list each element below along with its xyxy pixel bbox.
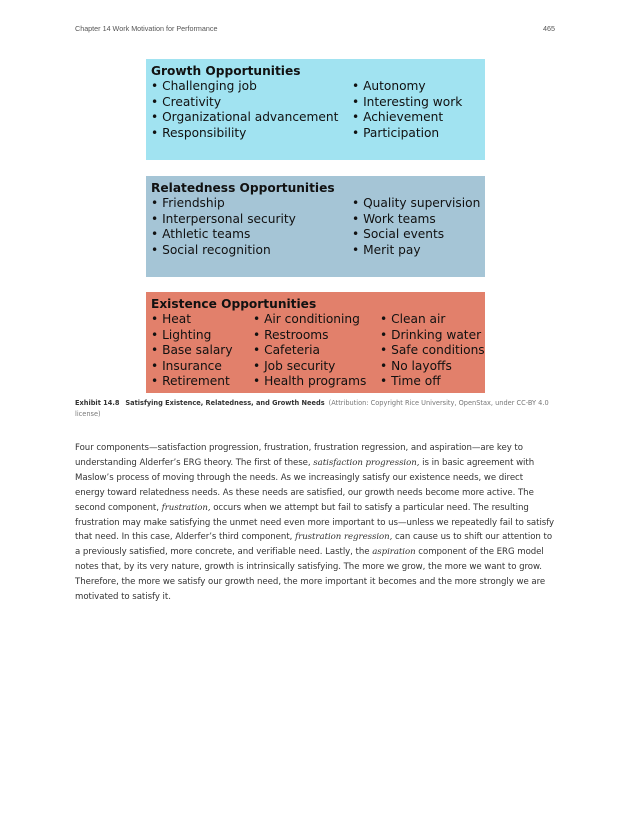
relatedness-box-title: Relatedness Opportunities (151, 181, 335, 195)
list-item: • Retirement (151, 374, 233, 390)
list-item: • Lighting (151, 328, 233, 344)
list-item: • Athletic teams (151, 227, 296, 243)
growth-opportunities-box (146, 59, 485, 160)
list-item: • Job security (253, 359, 366, 375)
existence-list-middle (253, 312, 366, 390)
list-item: • No layoffs (380, 359, 485, 375)
relatedness-list-left (151, 196, 296, 258)
existence-list-left (151, 312, 233, 390)
term-aspiration: aspiration (372, 547, 416, 558)
page-number: 465 (543, 24, 555, 33)
list-item: • Interpersonal security (151, 212, 296, 228)
term-frustration: frustration, (161, 502, 211, 513)
list-item: • Work teams (352, 212, 480, 228)
list-item: • Participation (352, 126, 462, 142)
list-item: • Insurance (151, 359, 233, 375)
erg-theory-paragraph (75, 441, 555, 605)
existence-box-title: Existence Opportunities (151, 297, 317, 311)
list-item: • Merit pay (352, 243, 480, 259)
list-item: • Health programs (253, 374, 366, 390)
list-item: • Achievement (352, 110, 462, 126)
existence-list-right (380, 312, 485, 390)
chapter-title: Chapter 14 Work Motivation for Performance (75, 24, 218, 33)
list-item: • Interesting work (352, 95, 462, 111)
list-item: • Creativity (151, 95, 338, 111)
caption-title: Satisfying Existence, Relatedness, and Growth Needs (125, 399, 325, 407)
growth-list-left (151, 79, 338, 141)
list-item: • Social recognition (151, 243, 296, 259)
list-item: • Time off (380, 374, 485, 390)
paragraph-text: occurs when we attempt but fail to satisfy a particular need. The resulting frustration may make satisfying the unmet need even more important to us—unless we repeatedly fail to satisfy that need. In this case, Alderfer’s third component, (75, 502, 555, 543)
paragraph-text: can cause us to shift our attention to a previously satisfied, more concrete, and verifiable need. Lastly, the (75, 532, 553, 558)
list-item: • Friendship (151, 196, 296, 212)
list-item: • Challenging job (151, 79, 338, 95)
caption-attribution: (Attribution: Copyright Rice University, OpenStax, under CC-BY 4.0 license) (75, 399, 549, 418)
list-item: • Quality supervision (352, 196, 480, 212)
figure-caption (75, 398, 555, 420)
existence-opportunities-box (146, 292, 485, 393)
relatedness-opportunities-box (146, 176, 485, 277)
list-item: • Responsibility (151, 126, 338, 142)
list-item: • Organizational advancement (151, 110, 338, 126)
list-item: • Base salary (151, 343, 233, 359)
list-item: • Heat (151, 312, 233, 328)
list-item: • Autonomy (352, 79, 462, 95)
running-header (75, 24, 555, 36)
caption-label: Exhibit 14.8 (75, 399, 120, 407)
term-frustration-regression: frustration regression, (295, 532, 393, 543)
paragraph-text: is in basic agreement with Maslow’s process of moving through the needs. As we increasingly satisfy our existence needs, we direct energy toward relatedness needs. As these needs are satisfied, our growth needs become more active. The second component, (75, 457, 535, 513)
growth-list-right (352, 79, 462, 141)
term-satisfaction-progression: satisfaction progression, (313, 457, 420, 468)
paragraph-text: component of the ERG model notes that, by its very nature, growth is intrinsically satisfying. The more we grow, the more we want to grow. Therefore, the more we satisfy our growth need, the more important it becomes and the more strongly we are motivated to satisfy it. (75, 547, 546, 603)
list-item: • Drinking water (380, 328, 485, 344)
list-item: • Safe conditions (380, 343, 485, 359)
list-item: • Cafeteria (253, 343, 366, 359)
paragraph-text: Four components—satisfaction progression, frustration, frustration regression, and aspiration—are key to understanding Alderfer’s ERG theory. The first of these, (75, 443, 523, 468)
list-item: • Air conditioning (253, 312, 366, 328)
list-item: • Clean air (380, 312, 485, 328)
growth-box-title: Growth Opportunities (151, 64, 301, 78)
list-item: • Social events (352, 227, 480, 243)
list-item: • Restrooms (253, 328, 366, 344)
relatedness-list-right (352, 196, 480, 258)
